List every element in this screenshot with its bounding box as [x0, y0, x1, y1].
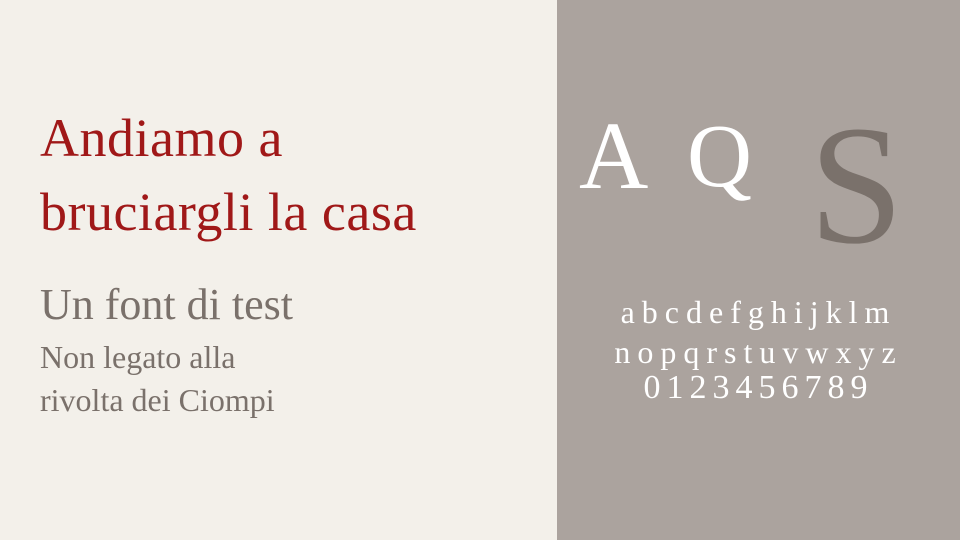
headline-line-2: bruciargli la casa	[40, 182, 417, 242]
alphabet-lowercase-row-2: nopqrstuvwxyz	[614, 334, 903, 370]
subtitle-line-1: Un font di test	[40, 280, 293, 329]
headline-line-1: Andiamo a	[40, 108, 283, 168]
glyph-sample-s: S	[809, 91, 904, 279]
alphabet-lowercase-row-1: abcdefghijklm	[620, 294, 897, 330]
numerals-row: 0123456789	[643, 369, 874, 406]
subtitle-line-2: Non legato alla	[40, 339, 236, 375]
glyph-sample-q: Q	[687, 107, 752, 206]
glyph-sample-a: A	[579, 102, 649, 209]
subtitle-line-3: rivolta dei Ciompi	[40, 382, 275, 418]
right-panel	[557, 0, 960, 540]
